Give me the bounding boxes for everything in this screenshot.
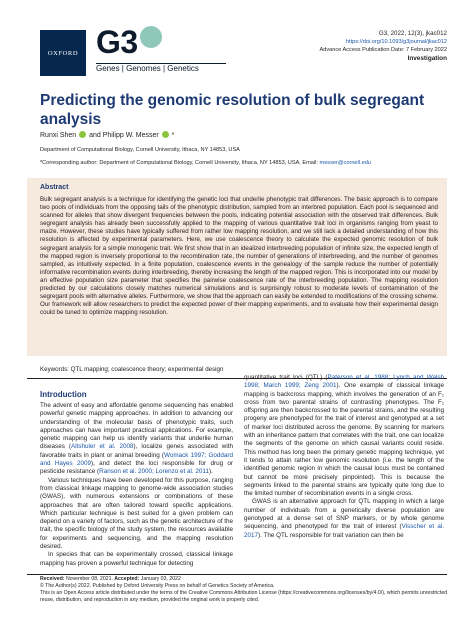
abstract-heading: Abstract (40, 184, 69, 191)
article-title: Predicting the genomic resolution of bulk segregant analysis (40, 92, 425, 128)
g3-logo-dot (140, 26, 162, 48)
citation-link[interactable]: Altshuler et al. 2008 (71, 443, 134, 451)
paragraph: In species that can be experimentally crossed, classical linkage mapping has proven a powerful technique for detecting (40, 551, 233, 567)
paragraph: quantitative trait loci (QTL) (Paterson et al. 1988; Lynch and Walsh 1998; March 1999; Zeng 2001). One example of classical linkage mapping is backcross mapping, which involves the generation of an F₁ cross from two parental strains of contrasting phenotypes. The F₁ offspring are then backcrossed to the parental strains, and the resulting progeny are phenotyped for the trait of interest and genotyped at a set of marker loci distributed across the genome. By scanning for markers with an inheritance pattern that correlates with the trait, one can localize the segments of the genome on which causal variants could reside. This method has long been the primary genetic mapping technique, yet it tends to attain rather low genomic resolution (i.e. the length of the identified genomic region in which the causal locus must be contained but cannot be more precisely pinpointed). This is because the segments linked to the parental strains are typically quite long due to the limited number of recombination events in a single cross. (244, 374, 444, 498)
affiliation: Department of Computational Biology, Cornell University, Ithaca, NY 14853, USA (40, 147, 240, 153)
paragraph: The advent of easy and affordable genome sequencing has enabled powerful genetic mapping approaches. In addition to advancing our understanding of the molecular basis of phenotypic traits, such approaches can have important practical applications. For example, genetic mapping can help us identify variants that underlie human diseases (Altshuler et al. 2008), localize genes associated with favorable traits in plant or animal breeding (Womack 1997; Goddard and Hayes 2009), and detect the loci responsible for drug or pesticide resistance (Ranson et al. 2000; Lorenzo et al. 2011). (40, 402, 234, 476)
doi-link[interactable]: https://doi.org/10.1093/g3journal/jkac012 (345, 39, 447, 45)
g3-logo-mark (96, 26, 226, 58)
citation-link[interactable]: Paterson et al. 1988; Lynch and Walsh 1998; March 1999; Zeng 2001 (244, 374, 444, 390)
affiliations (40, 146, 440, 167)
author-name[interactable]: Runxi Shen (40, 132, 77, 139)
email-link[interactable]: messer@cornell.edu (319, 160, 371, 166)
corresponding-author (40, 159, 440, 167)
advance-access-date: Advance Access Publication Date: 7 February 2022 (319, 47, 447, 53)
g3-logo-subtitle: Genes | Genomes | Genetics (96, 64, 199, 73)
author-name[interactable]: and Philipp W. Messer (89, 132, 159, 139)
copyright: © The Author(s) 2022. Published by Oxford University Press on behalf of Genetics Society of America. (40, 583, 275, 589)
footer (40, 576, 450, 604)
orcid-icon[interactable] (162, 131, 169, 138)
citation-link[interactable]: Ranson et al. 2000; Lorenzo et al. 2011 (99, 468, 209, 476)
oxford-logo (40, 30, 86, 76)
keywords: Keywords: QTL mapping; coalescence theory; experimental design (40, 366, 224, 373)
oxford-logo-text: OXFORD (47, 49, 79, 57)
corresponding-text: *Corresponding author: Department of Computational Biology, Cornell University, Ithaca, NY 14853, USA. Email: (40, 160, 318, 166)
article-meta (320, 30, 448, 63)
citation-link[interactable]: Visscher et al. 2017 (244, 523, 444, 539)
article-section: Investigation (407, 55, 447, 62)
corresponding-marker: * (171, 132, 175, 139)
received-accepted: Received: November 08, 2021. Accepted: January 03, 2022 (40, 576, 181, 582)
introduction-heading: Introduction (40, 390, 87, 399)
footer-divider (27, 574, 447, 575)
column-right (244, 374, 444, 540)
paragraph: Various techniques have been developed for this purpose, ranging from classical linkage mapping to genome-wide association studies (GWAS), with numerous extensions or combinations of these approaches that are often tailored toward specific applications. Which particular technique is best suited for a given problem can depend on a variety of factors, such as the genetic architecture of the trait, the specific biology of the study system, the resources available for experiments and sequencing, and the mapping resolution desired. (40, 476, 233, 551)
orcid-icon[interactable] (79, 131, 86, 138)
citation-link[interactable]: Womack 1997; Goddard and Hayes 2009 (40, 451, 234, 468)
g3-journal-logo (96, 26, 226, 76)
column-left (40, 402, 233, 568)
citation: G3, 2022, 12(3), jkac012 (378, 30, 447, 37)
g3-logo-letters: G3 (96, 24, 138, 60)
abstract-text: Bulk segregant analysis is a technique for identifying the genetic loci that underlie phenotypic trait differences. The basic approach is to compare two pools of individuals from the opposing tails of the phenotypic distribution, sampled from an interbred population. Each pool is sequenced and scanned for alleles that show divergent frequencies between the pools, indicating potential association with the observed trait differences. Bulk segregant analysis has already been successfully applied to the mapping of various quantitative trait loci in organisms ranging from yeast to maize. However, these studies have typically suffered from rather low mapping resolution, and we still lack a detailed understanding of how this resolution is affected by experimental parameters. Here, we use coalescence theory to calculate the expected genomic resolution of bulk segregant analysis for a simple monogenic trait. We first show that in an idealized interbreeding population of infinite size, the expected length of the mapped region is inversely proportional to the recombination rate, the number of generations of interbreeding, and the number of genomes sampled, as intuitively expected. In a finite population, coalescence events in the genealogy of the sample reduce the number of potentially informative recombination events during interbreeding, thereby increasing the length of the mapped region. This is incorporated into our model by an effective population size parameter that specifies the pairwise coalescence rate of the interbreeding population. The mapping resolution predicted by our calculations closely matches numerical simulations and is surprisingly robust to moderate levels of contamination of the segregant pools with alternative alleles. Furthermore, we show that the approach can easily be extended to modifications of the crossing scheme. Our framework will allow researchers to predict the expected power of their mapping experiments, and to evaluate how their experimental design could be tuned to optimize mapping resolution. (40, 196, 438, 317)
paragraph: GWAS is an alternative approach for QTL mapping in which a large number of individuals from a genetically diverse population are genotyped at a dense set of SNP markers, or by whole genome sequencing, and phenotyped for the trait of interest (Visscher et al. 2017). The QTL responsible for trait variation can then be (244, 498, 444, 539)
author-list (40, 131, 174, 139)
license: This is an Open Access article distributed under the terms of the Creative Commons Attribution License (https://creativecommons.org/licenses/by/4.0/), which permits unrestricted reuse, distribution, and reproduction in any medium, provided the original work is properly cited. (40, 590, 448, 603)
g3-logo-rule (96, 63, 226, 64)
